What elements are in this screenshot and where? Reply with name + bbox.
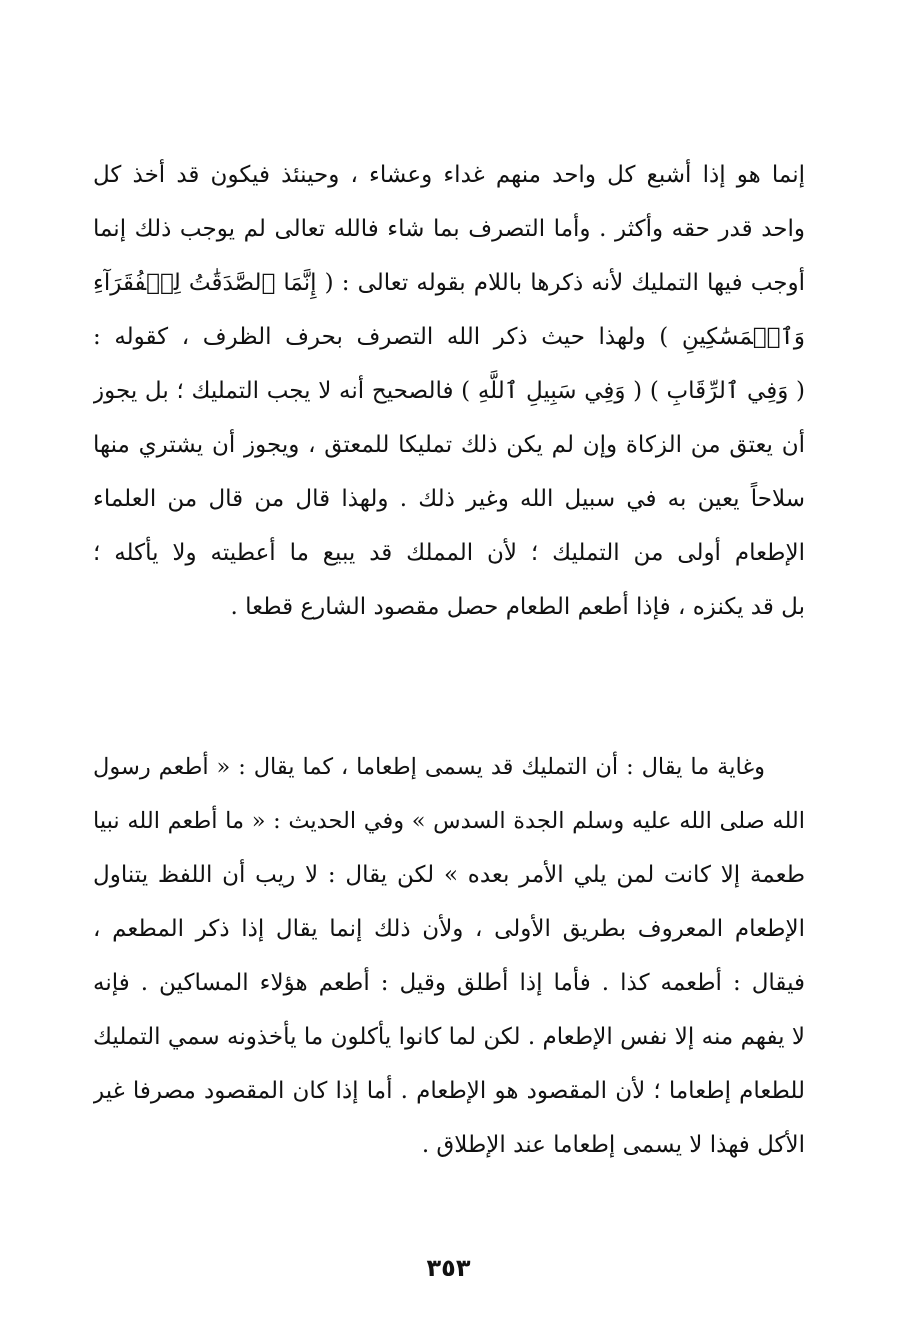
text-line: واحد قدر حقه وأكثر . وأما التصرف بما شاء فالله تعالى لم يوجب ذلك إنما (93, 216, 805, 242)
paragraph-2 (93, 740, 805, 1172)
text-line: طعمة إلا كانت لمن يلي الأمر بعده » لكن يقال : لا ريب أن اللفظ يتناول (93, 862, 805, 888)
text-line: ( وَفِي ٱلرِّقَابِ ) ( وَفِي سَبِيلِ ٱللَّهِ ) فالصحيح أنه لا يجب التمليك ؛ بل يجوز (93, 378, 805, 404)
text-line: لا يفهم منه إلا نفس الإطعام . لكن لما كانوا يأكلون ما يأخذونه سمي التمليك (93, 1024, 805, 1050)
text-line: الإطعام المعروف بطريق الأولى ، ولأن ذلك إنما يقال إذا ذكر المطعم ، (93, 916, 805, 942)
text-line: إنما هو إذا أشبع كل واحد منهم غداء وعشاء ، وحينئذ فيكون قد أخذ كل (93, 162, 805, 188)
text-line: وغاية ما يقال : أن التمليك قد يسمى إطعاما ، كما يقال : « أطعم رسول (93, 754, 765, 780)
paragraph-1 (93, 148, 805, 634)
text-line: سلاحاً يعين به في سبيل الله وغير ذلك . ولهذا قال من قال من العلماء (93, 486, 805, 512)
text-line: الأكل فهذا لا يسمى إطعاما عند الإطلاق . (421, 1132, 805, 1158)
text-line: الله صلى الله عليه وسلم الجدة السدس » وفي الحديث : « ما أطعم الله نبيا (93, 808, 805, 834)
text-line: وَٱلۡمَسَٰكِينِ ) ولهذا حيث ذكر الله التصرف بحرف الظرف ، كقوله : (93, 324, 805, 350)
page-number: ٣٥٣ (426, 1254, 471, 1282)
text-line: أوجب فيها التمليك لأنه ذكرها باللام بقوله تعالى : ( إِنَّمَا ٱلصَّدَقَٰتُ لِلۡفُقَرَآءِ (93, 270, 805, 296)
text-line: فيقال : أطعمه كذا . فأما إذا أطلق وقيل : أطعم هؤلاء المساكين . فإنه (93, 970, 805, 996)
text-line: للطعام إطعاما ؛ لأن المقصود هو الإطعام . أما إذا كان المقصود مصرفا غير (93, 1078, 805, 1104)
text-line: أن يعتق من الزكاة وإن لم يكن ذلك تمليكا للمعتق ، ويجوز أن يشتري منها (93, 432, 805, 458)
text-line: الإطعام أولى من التمليك ؛ لأن المملك قد يبيع ما أعطيته ولا يأكله ؛ (93, 540, 805, 566)
text-line: بل قد يكنزه ، فإذا أطعم الطعام حصل مقصود الشارع قطعا . (230, 594, 805, 620)
